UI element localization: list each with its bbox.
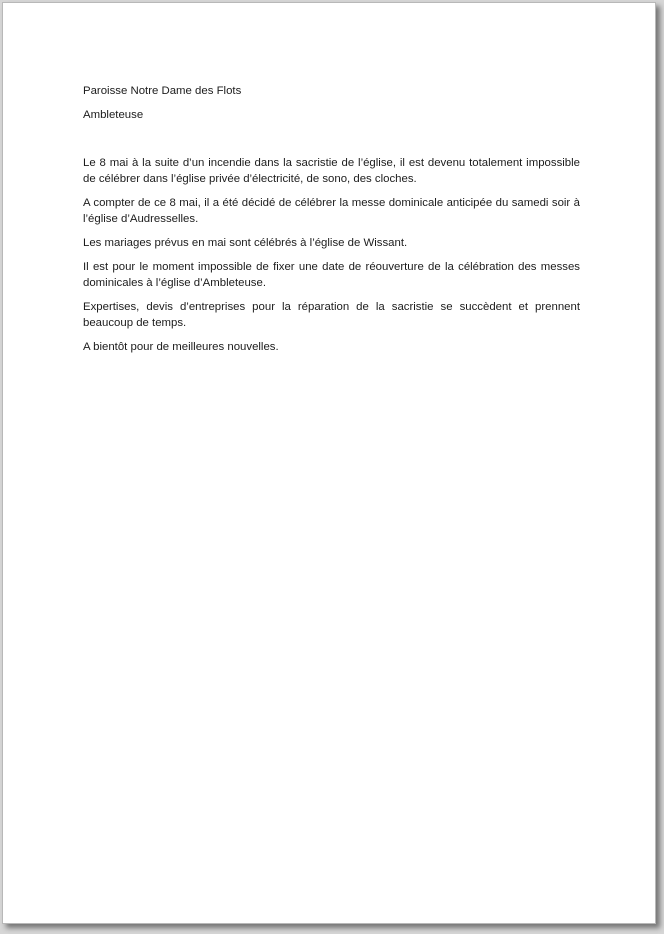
sender-parish: Paroisse Notre Dame des Flots [83,85,242,97]
sender-town: Ambleteuse [83,109,144,121]
paragraph-expertise: Expertises, devis d’entreprises pour la réparation de la sacristie se succèdent et prennent beaucoup de temps. [83,301,580,329]
document-page [2,2,656,924]
paragraph-weddings: Les mariages prévus en mai sont célébrés à l’église de Wissant. [83,237,408,249]
paragraph-closing: A bientôt pour de meilleures nouvelles. [83,341,279,353]
paragraph-fire: Le 8 mai à la suite d’un incendie dans la sacristie de l’église, il est devenu totalement impossible de célébrer dans l’église privée d’électricité, de sono, des cloches. [83,157,580,185]
letter-body [83,83,580,363]
paragraph-reopening: Il est pour le moment impossible de fixer une date de réouverture de la célébration des messes dominicales à l’église d’Ambleteuse. [83,261,580,289]
paragraph-mass-location: A compter de ce 8 mai, il a été décidé de célébrer la messe dominicale anticipée du samedi soir à l’église d’Audresselles. [83,197,580,225]
